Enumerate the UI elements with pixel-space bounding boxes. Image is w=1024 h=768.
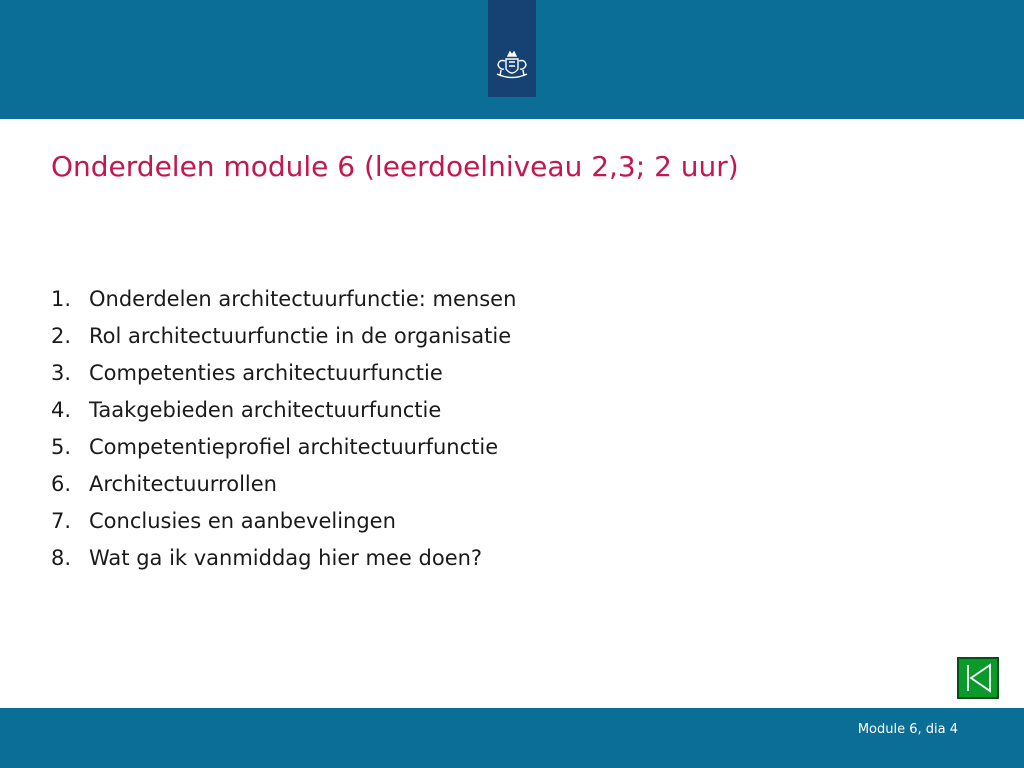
list-item-text: Onderdelen architectuurfunctie: mensen <box>89 286 517 311</box>
list-item-text: Conclusies en aanbevelingen <box>89 508 396 533</box>
list-item <box>51 539 951 576</box>
logo <box>488 0 536 97</box>
list-item <box>51 465 951 502</box>
list-item <box>51 280 951 317</box>
list-item-text: Architectuurrollen <box>89 471 277 496</box>
agenda-list <box>51 280 951 576</box>
list-item-text: Competenties architectuurfunctie <box>89 360 443 385</box>
list-item-number: 7. <box>51 508 72 533</box>
slide-title: Onderdelen module 6 (leerdoelniveau 2,3; 2 uur) <box>51 150 739 183</box>
coat-of-arms-icon <box>492 50 532 86</box>
list-item-number: 5. <box>51 434 72 459</box>
list-item-text: Wat ga ik vanmiddag hier mee doen? <box>89 545 483 570</box>
list-item-number: 4. <box>51 397 72 422</box>
list-item-number: 8. <box>51 545 72 570</box>
list-item <box>51 354 951 391</box>
slide-number: Module 6, dia 4 <box>857 722 958 737</box>
list-item-text: Competentieprofiel architectuurfunctie <box>89 434 499 459</box>
list-item <box>51 502 951 539</box>
list-item-text: Taakgebieden architectuurfunctie <box>89 397 442 422</box>
footer-band <box>0 708 1024 768</box>
first-slide-icon <box>959 659 997 697</box>
list-item-number: 1. <box>51 286 72 311</box>
list-item <box>51 317 951 354</box>
list-item-number: 6. <box>51 471 72 496</box>
header-band <box>0 0 1024 119</box>
list-item-number: 2. <box>51 323 72 348</box>
list-item <box>51 428 951 465</box>
list-item-text: Rol architectuurfunctie in de organisatie <box>89 323 512 348</box>
list-item-number: 3. <box>51 360 72 385</box>
list-item <box>51 391 951 428</box>
first-slide-button[interactable] <box>957 657 999 699</box>
